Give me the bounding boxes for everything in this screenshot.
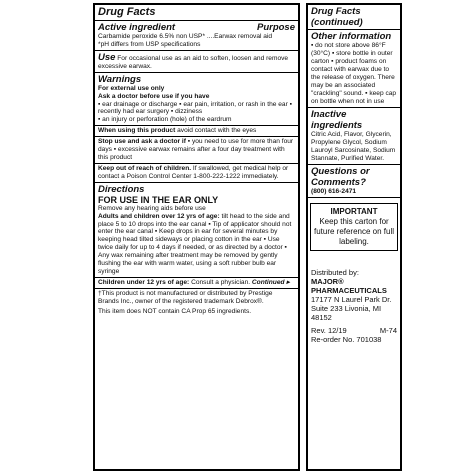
other-info-heading: Other information (311, 31, 392, 42)
when-using-section (95, 125, 298, 136)
keep-out-section (95, 163, 298, 182)
when-using-heading: When using this product (98, 127, 176, 135)
questions-section (308, 164, 400, 197)
active-ingredient-heading: Active ingredient (98, 22, 176, 33)
warnings-section (95, 72, 298, 126)
use-section (95, 50, 298, 72)
distributor-block (308, 254, 400, 344)
continued-label: Continued ▸ (251, 278, 290, 286)
inactive-text: Citric Acid, Flavor, Glycerin, Propylene Glycol, Sodium Lauroyl Sarcosinate, Sodium Stannate, Purified Water. (311, 131, 396, 162)
prop65-note: This item does NOT contain CA Prop 65 ingredients. (98, 307, 252, 315)
company-name: MAJOR® PHARMACEUTICALS (311, 276, 387, 295)
children-section (95, 277, 298, 288)
other-info-text: ▪ do not store above 86°F (30°C) ▪ store bottle in outer carton ▪ product foams on contact with earwax due to the release of oxygen. There may be an associated "crackling" sound. ▪ keep cap on bottle when not in use (311, 42, 397, 105)
inactive-heading: Inactive ingredients (311, 109, 363, 131)
stop-use-heading: Stop use and ask a doctor if (98, 138, 186, 146)
continued-header (308, 5, 400, 29)
reorder-number: Re-order No. 701038 (311, 334, 382, 344)
keep-out-text: If swallowed, get medical help or contact a Poison Control Center 1-800-222-1222 immediately. (98, 164, 289, 180)
remove-hearing-aids: Remove any hearing aids before use (98, 204, 206, 212)
ask-doctor-heading: Ask a doctor before use if you have (98, 92, 210, 100)
footnote-section (95, 288, 298, 317)
questions-heading: Questions or Comments? (311, 166, 370, 188)
drug-facts-header (95, 5, 298, 20)
warnings-heading: Warnings (98, 73, 142, 85)
company-address: 17177 N Laurel Park Dr. Suite 233 Livonia, MI 48152 (311, 294, 392, 322)
trademark-note: †This product is not manufactured or distributed by Prestige Brands Inc., owner of the registered trademark Debrox®. (98, 289, 273, 305)
other-info-section (308, 29, 400, 107)
continued-title: Drug Facts (continued) (311, 6, 363, 28)
important-section (308, 197, 400, 344)
important-heading: IMPORTANT (330, 206, 378, 216)
revision-date: Rev. 12/19 (311, 325, 347, 335)
children-text: Consult a physician. (189, 278, 251, 286)
adults-heading: Adults and children over 12 yrs of age: (98, 212, 220, 220)
use-text: For occasional use as an aid to soften, loosen and remove excessive earwax. (98, 54, 289, 70)
important-box (310, 203, 398, 251)
purpose-heading: Purpose (256, 22, 295, 33)
phone-number: (800) 616-2471 (311, 188, 357, 195)
code: M-74 (379, 325, 397, 335)
external-use-text: For external use only (98, 84, 165, 92)
children-heading: Children under 12 yrs of age: (98, 278, 190, 286)
keep-out-heading: Keep out of reach of children. (98, 164, 192, 172)
usp-note: *pH differs from USP specifications (98, 40, 201, 48)
directions-section (95, 182, 298, 277)
ask-doctor-list: ▪ ear drainage or discharge ▪ ear pain, irritation, or rash in the ear ▪ recently had ear surgery ▪ dizziness (98, 100, 292, 116)
drug-facts-title: Drug Facts (98, 6, 156, 18)
directions-heading: Directions (98, 183, 145, 195)
inactive-section (308, 107, 400, 164)
ask-doctor-list-2: ▪ an injury or perforation (hole) of the eardrum (98, 116, 232, 124)
stop-use-text: ▪ you need to use for more than four days ▪ excessive earwax remains after a four day treatment with this product (98, 138, 294, 161)
distributed-by: Distributed by: (311, 267, 359, 277)
adults-text: tilt head to the side and place 5 to 10 drops into the ear canal ▪ Tip of applicator should not enter the ear canal ▪ Keep drops in ear for several minutes by keeping head tilted sideways or placing cotton in the ear ▪ Use twice daily for up to 4 days if needed, or as directed by a doctor ▪ Any wax remaining after treatment may be removed by gently flushing the ear with warm water, using a soft rubber bulb ear syringe (98, 212, 292, 275)
important-text: Keep this carton for future reference on full labeling. (313, 216, 395, 246)
active-ingredient-section (95, 20, 298, 50)
ear-only-text: FOR USE IN THE EAR ONLY (98, 194, 219, 205)
drug-facts-continued-panel (306, 3, 402, 471)
use-heading: Use (98, 51, 116, 63)
active-ingredient-line: Carbamide peroxide 6.5% non USP* ....Earwax removal aid (98, 33, 273, 40)
when-using-text: avoid contact with the eyes (175, 127, 257, 135)
drug-facts-panel (93, 3, 300, 471)
stop-use-section (95, 136, 298, 163)
